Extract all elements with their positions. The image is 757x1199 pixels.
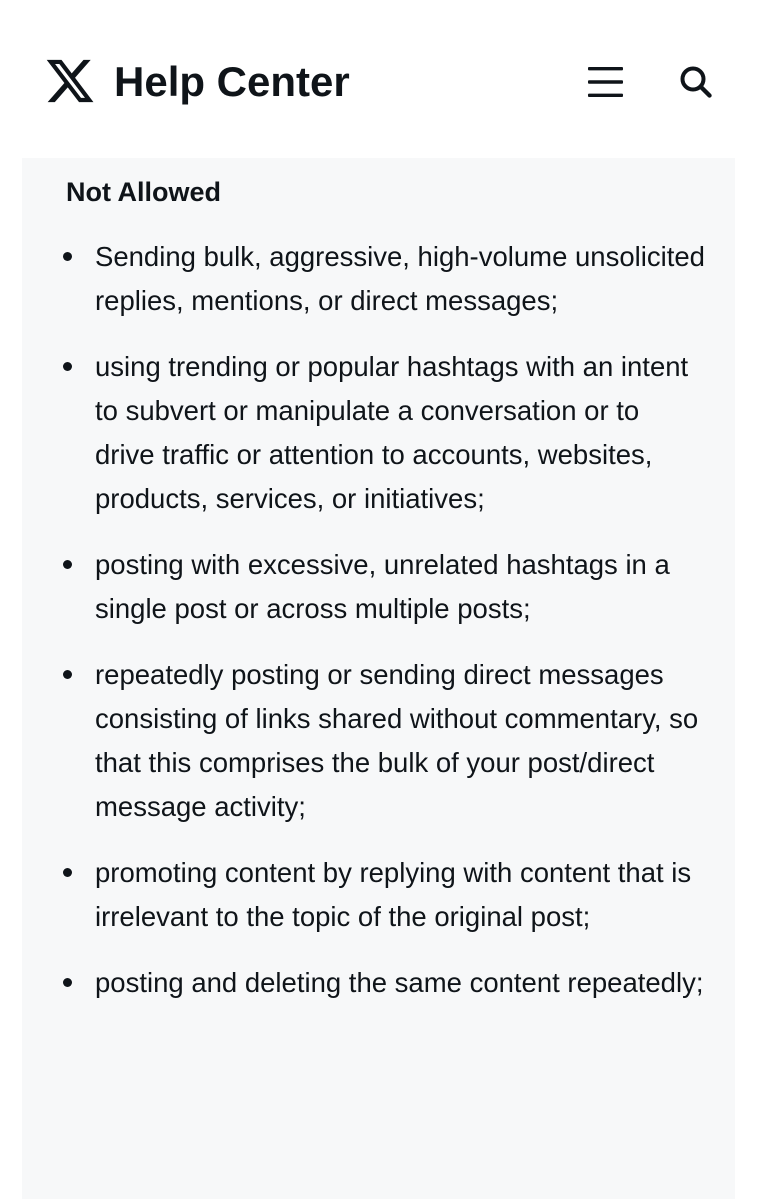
content-section — [22, 158, 735, 1199]
list-item-text: Sending bulk, aggressive, high-volume unsolicited replies, mentions, or direct messages; — [95, 241, 705, 316]
list-item — [22, 235, 735, 323]
bullet-icon — [63, 560, 72, 569]
section-heading: Not Allowed — [66, 177, 221, 207]
list-item — [22, 851, 735, 939]
search-icon — [676, 62, 716, 102]
list-item — [22, 543, 735, 631]
site-title[interactable]: Help Center — [114, 58, 350, 105]
bullet-icon — [63, 978, 72, 987]
list-item — [22, 653, 735, 829]
bullet-icon — [63, 868, 72, 877]
site-header — [0, 0, 757, 158]
list-item — [22, 345, 735, 521]
bullet-icon — [63, 670, 72, 679]
bullet-icon — [63, 252, 72, 261]
list-item-text: posting with excessive, unrelated hashtags in a single post or across multiple posts; — [95, 549, 670, 624]
rule-list — [22, 235, 735, 1027]
menu-button[interactable] — [586, 62, 626, 102]
list-item-text: repeatedly posting or sending direct messages consisting of links shared without commentary, so that this comprises the bulk of your post/direct message activity; — [95, 659, 699, 822]
x-logo-icon[interactable] — [44, 55, 96, 107]
list-item — [22, 961, 735, 1005]
list-item-text: using trending or popular hashtags with an intent to subvert or manipulate a conversation or to drive traffic or attention to accounts, websites, products, services, or initiatives; — [95, 351, 689, 514]
list-item-text: promoting content by replying with content that is irrelevant to the topic of the original post; — [95, 857, 692, 932]
list-item-text: posting and deleting the same content repeatedly; — [95, 967, 704, 998]
bullet-icon — [63, 362, 72, 371]
search-button[interactable] — [676, 62, 716, 102]
hamburger-menu-icon — [586, 62, 626, 102]
